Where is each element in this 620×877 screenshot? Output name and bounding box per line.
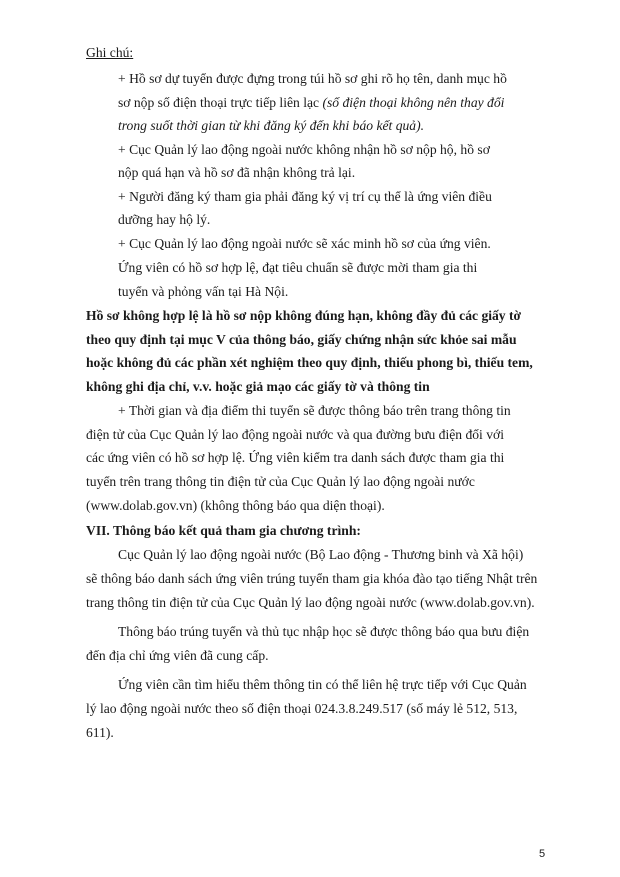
section7-p3-line3: 611). — [86, 725, 114, 740]
bullet5-line5: (www.dolab.gov.vn) (không thông báo qua diện thoại). — [86, 498, 385, 513]
section7-p1-line3: trang thông tin điện tử của Cục Quản lý lao động ngoài nước (www.dolab.gov.vn). — [86, 595, 535, 610]
note-bullet3-line1: + Người đăng ký tham gia phải đăng ký vị trí cụ thể là ứng viên điều — [118, 189, 492, 204]
bullet5-line2: điện tử của Cục Quản lý lao động ngoài nước và qua đường bưu điện đối với — [86, 427, 504, 442]
note-bullet4-line3: tuyển và phỏng vấn tại Hà Nội. — [118, 284, 289, 299]
note-bullet1-line1: + Hồ sơ dự tuyển được đựng trong túi hồ sơ ghi rõ họ tên, danh mục hồ — [118, 71, 507, 86]
note-bullet1-line2 — [118, 94, 504, 112]
note-bullet2-line1: + Cục Quản lý lao động ngoài nước không nhận hồ sơ nộp hộ, hồ sơ — [118, 142, 490, 157]
note-bullet4-line2: Ứng viên có hồ sơ hợp lệ, đạt tiêu chuẩn sẽ được mời tham gia thi — [118, 260, 478, 275]
page-number: 5 — [539, 848, 546, 860]
note-bullet2-line2: nộp quá hạn và hồ sơ đã nhận không trả lại. — [118, 165, 356, 180]
note-bullet1-line2-italic: (số điện thoại không nên thay đổi — [322, 95, 505, 110]
invalid-line1: Hồ sơ không hợp lệ là hồ sơ nộp không đúng hạn, không đầy đủ các giấy tờ — [86, 308, 522, 323]
section7-p1-line1: Cục Quản lý lao động ngoài nước (Bộ Lao động - Thương binh và Xã hội) — [118, 547, 524, 562]
note-bullet3-line2: dưỡng hay hộ lý. — [118, 212, 211, 227]
section7-p2-line1: Thông báo trúng tuyển và thủ tục nhập học sẽ được thông báo qua bưu điện — [118, 624, 530, 639]
bullet5-line4: tuyển trên trang thông tin điện tử của Cục Quản lý lao động ngoài nước — [86, 474, 475, 489]
invalid-line3: hoặc không đủ các phần xét nghiệm theo quy định, thiếu phong bì, thiếu tem, — [86, 355, 533, 370]
note-bullet1-line2-text: sơ nộp số điện thoại trực tiếp liên lạc — [118, 95, 323, 110]
bullet5-line3: các ứng viên có hồ sơ hợp lệ. Ứng viên kiểm tra danh sách được tham gia thi — [86, 450, 505, 465]
section7-p3-line1: Ứng viên cần tìm hiểu thêm thông tin có thể liên hệ trực tiếp với Cục Quản — [118, 677, 527, 692]
invalid-line2: theo quy định tại mục V của thông báo, giấy chứng nhận sức khỏe sai mẫu — [86, 332, 517, 347]
section7-heading: VII. Thông báo kết quả tham gia chương trình: — [86, 523, 361, 538]
invalid-line4: không ghi địa chỉ, v.v. hoặc giả mạo các giấy tờ và thông tin — [86, 379, 430, 394]
section7-p2-line2: đến địa chỉ ứng viên đã cung cấp. — [86, 648, 269, 663]
note-bullet4-line1: + Cục Quản lý lao động ngoài nước sẽ xác minh hồ sơ của ứng viên. — [118, 236, 491, 251]
note-heading: Ghi chú: — [86, 45, 134, 60]
bullet5-line1: + Thời gian và địa điểm thi tuyển sẽ được thông báo trên trang thông tin — [118, 403, 511, 418]
section7-p3-line2: lý lao động ngoài nước theo số điện thoại 024.3.8.249.517 (số máy lẻ 512, 513, — [86, 701, 518, 716]
note-bullet1-line3: trong suốt thời gian từ khi đăng ký đến khi báo kết quả). — [118, 118, 425, 133]
section7-p1-line2: sẽ thông báo danh sách ứng viên trúng tuyển tham gia khóa đào tạo tiếng Nhật trên — [86, 571, 538, 586]
